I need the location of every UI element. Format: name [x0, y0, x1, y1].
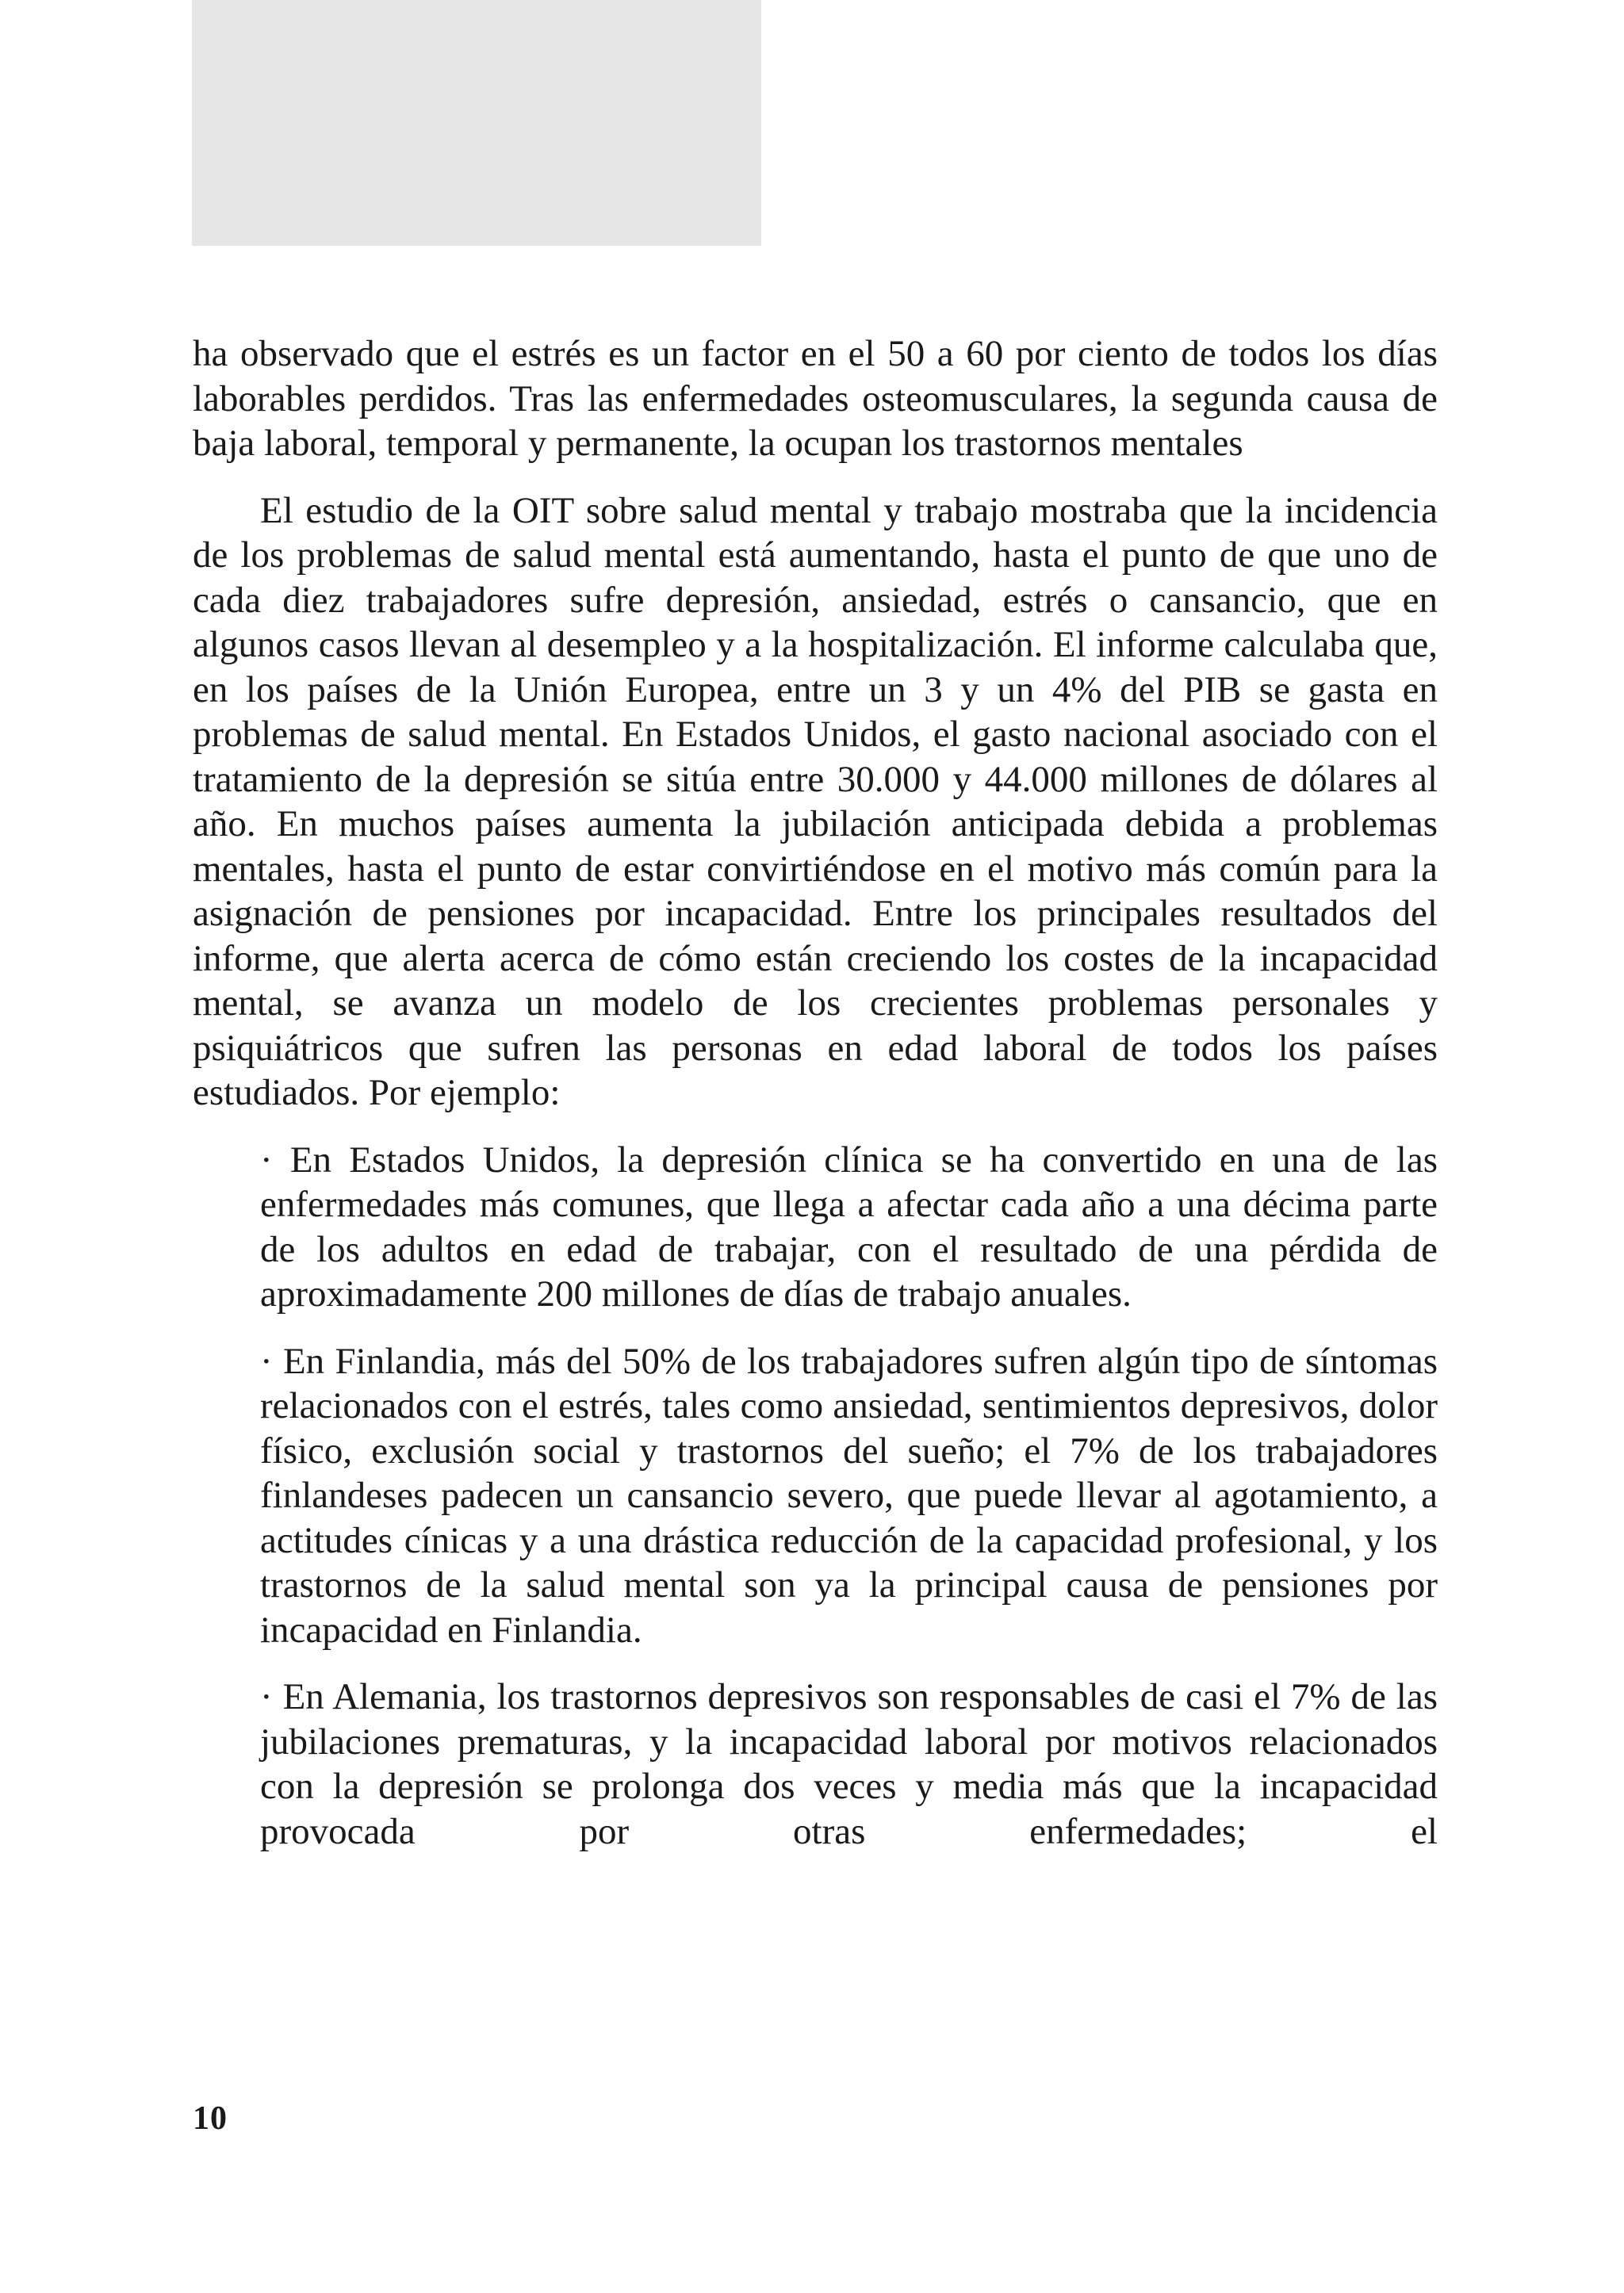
paragraph-oit-study: El estudio de la OIT sobre salud mental y trabajo mostraba que la incidencia de los problemas de salud mental está aumentando, hasta el punto de que uno de cada diez trabajadores sufre depresión, ansiedad, estrés o cansancio, que en algunos casos llevan al desempleo y a la hospitalización. El informe calculaba que, en los países de la Unión Europea, entre un 3 y un 4% del PIB se gasta en problemas de salud mental. En Estados Unidos, el gasto nacional asociado con el tratamiento de la depresión se sitúa entre 30.000 y 44.000 millones de dólares al año. En muchos países aumenta la jubilación anticipada debida a problemas mentales, hasta el punto de estar convirtiéndose en el motivo más común para la asignación de pensiones por incapacidad. Entre los principales resultados del informe, que alerta acerca de cómo están creciendo los costes de la incapacidad mental, se avanza un modelo de los crecientes problemas personales y psiquiátricos que sufren las personas en edad laboral de todos los países estudiados. Por ejemplo: [193, 489, 1438, 1113]
page-number: 10 [193, 2100, 228, 2137]
bullet-estados-unidos: · En Estados Unidos, la depresión clínica se ha convertido en una de las enfermedades más comunes, que llega a afectar cada año a una décima parte de los adultos en edad de trabajar, con el resultado de una pérdida de aproximadamente 200 millones de días de trabajo anuales. [260, 1139, 1438, 1315]
header-gray-block [192, 0, 761, 246]
paragraph-continuation: ha observado que el estrés es un factor en el 50 a 60 por ciento de todos los días laborables perdidos. Tras las enfermedades osteomusculares, la segunda causa de baja laboral, temporal y permanente, la ocupan los trastornos mentales [193, 333, 1438, 464]
body-text [193, 331, 1438, 1876]
bullet-alemania: · En Alemania, los trastornos depresivos son responsables de casi el 7% de las jubilaciones prematuras, y la incapacidad laboral por motivos relacionados con la depresión se prolonga dos veces y media más que la incapacidad provocada por otras enfermedades; el [260, 1676, 1438, 1852]
bullet-finlandia: · En Finlandia, más del 50% de los trabajadores sufren algún tipo de síntomas relacionados con el estrés, tales como ansiedad, sentimientos depresivos, dolor físico, exclusión social y trastornos del sueño; el 7% de los trabajadores finlandeses padecen un cansancio severo, que puede llevar al agotamiento, a actitudes cínicas y a una drástica reducción de la capacidad profesional, y los trastornos de la salud mental son ya la principal causa de pensiones por incapacidad en Finlandia. [260, 1340, 1438, 1651]
